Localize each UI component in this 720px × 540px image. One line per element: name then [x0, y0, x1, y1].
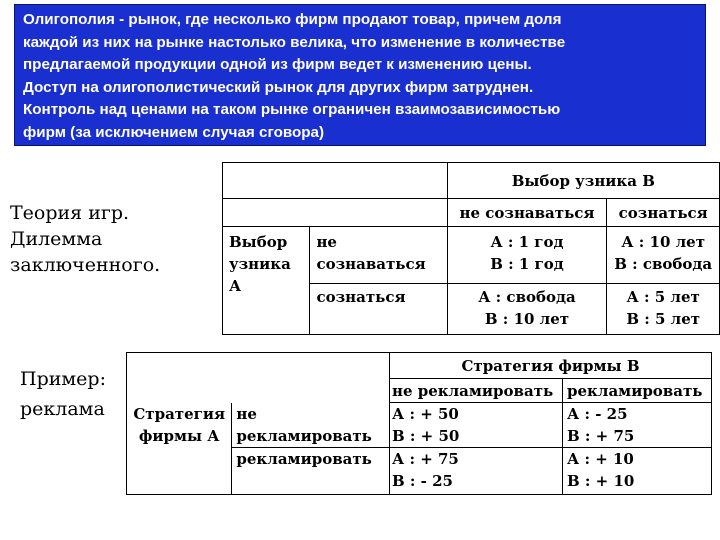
row-option: сознаться [310, 284, 447, 335]
col-header: Выбор узника В [447, 163, 719, 199]
table-corner [223, 163, 448, 199]
definition-line: Доступ на олигополистический рынок для других фирм затруднен. [23, 78, 534, 96]
col-option: не рекламировать [390, 379, 563, 403]
payoff-cell: А : + 75 В : - 25 [390, 448, 563, 495]
definition-line: Контроль над ценами на таком рынке ограничен взаимозависимостью [23, 101, 561, 119]
section1-title [10, 200, 160, 278]
row-option: не сознаваться [310, 227, 447, 284]
table-corner-lower [223, 199, 448, 227]
definition-line: Олигополия - рынок, где несколько фирм продают товар, причем доля [23, 11, 562, 28]
definition-line: предлагаемой продукции одной из фирм ведет к изменению цены. [23, 56, 532, 74]
payoff-cell: А : 10 лет В : свобода [607, 227, 720, 284]
prisoners-dilemma-table [222, 162, 720, 335]
section1-title-line: Дилемма [10, 228, 103, 250]
row-option: не рекламировать [232, 403, 390, 448]
payoff-cell: А : + 10 В : + 10 [563, 448, 712, 495]
payoff-cell: А : 1 год В : 1 год [447, 227, 607, 284]
payoff-cell: А : свобода В : 10 лет [447, 284, 607, 335]
col-header: Стратегия фирмы В [390, 353, 712, 379]
row-option: рекламировать [232, 448, 390, 495]
table-corner [127, 353, 390, 403]
definition-block [14, 4, 706, 146]
row-header: Стратегия фирмы А [127, 403, 232, 495]
definition-line: каждой из них на рынке настолько велика, что изменение в количестве [23, 33, 566, 51]
payoff-cell: А : 5 лет В : 5 лет [607, 284, 720, 335]
advertising-table [126, 352, 712, 495]
row-header: Выбор узника А [223, 227, 310, 335]
definition-line: фирм (за исключением случая сговора) [23, 123, 325, 141]
col-option: сознаться [607, 199, 720, 227]
payoff-cell: А : - 25 В : + 75 [563, 403, 712, 448]
payoff-cell: А : + 50 В : + 50 [390, 403, 563, 448]
col-option: рекламировать [563, 379, 712, 403]
section2-title-line: реклама [20, 398, 105, 420]
section2-title [20, 364, 106, 424]
section1-title-line: заключенного. [10, 254, 161, 276]
section1-title-line: Теория игр. [10, 202, 130, 224]
col-option: не сознаваться [447, 199, 607, 227]
section2-title-line: Пример: [20, 368, 106, 390]
